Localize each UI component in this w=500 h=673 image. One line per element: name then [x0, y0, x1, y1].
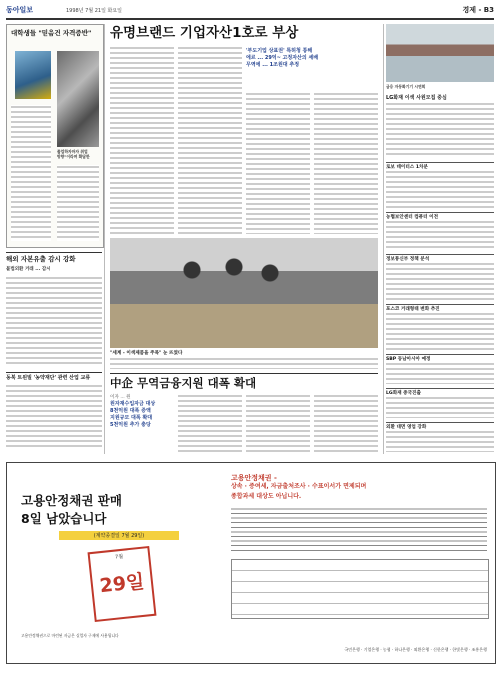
- column-rule-2: [383, 24, 384, 454]
- main-body-col2: [178, 46, 242, 234]
- ad-right-title-1: 상속 · 증여세, 자금출처조사 · 수표이서가 면제되며: [231, 483, 367, 490]
- calendar-month: 7월: [114, 553, 124, 561]
- right-article1-title: LG화재 이색 사원모집 중심: [386, 95, 447, 101]
- second-article-body: [6, 384, 102, 450]
- right-article1-body: [386, 102, 494, 158]
- main-headline: 유명브랜드 기업자산1호로 부상: [110, 25, 299, 41]
- capital-outflow-sub: 불법외환 거래 ... 감시: [6, 267, 51, 272]
- main-photo-caption: "세계 - 이색제품을 주목" 눈 뜨였다: [110, 351, 183, 356]
- section-label: 경제 - B3: [462, 6, 494, 14]
- right-box6-body: [386, 430, 494, 452]
- calendar-day: 29일: [98, 570, 146, 598]
- inner-right-column: [386, 354, 494, 454]
- right-box8-body: [386, 312, 494, 352]
- main-body-col4: [314, 92, 378, 234]
- photo-caption: 졸업하자마자 취업 방향"이라며 확답한: [57, 149, 90, 160]
- ad-info-table: [231, 559, 489, 619]
- main-subhead-3: 무역에 ... 1조원대 추정: [246, 62, 300, 68]
- second-headline: 中企 무역금융지원 대폭 확대: [110, 373, 378, 390]
- right-top-caption: 금융 자동화기기 시연회: [386, 84, 426, 89]
- right-box4-title: SBP 동남아시아 예정: [386, 354, 494, 362]
- right-box8-title: 포스코 거래형태 변화 추진: [386, 304, 494, 312]
- second-body-col1: [178, 394, 242, 452]
- capital-outflow-body: [6, 276, 102, 366]
- main-photo-people: [168, 252, 288, 312]
- calendar-card: [88, 546, 157, 622]
- main-body-col3: [246, 92, 310, 234]
- main-subhead-2: 에르 ... 29억~ 고정자산의 세배: [246, 55, 319, 61]
- license-cards-image: [15, 51, 51, 99]
- newspaper-name: 동아일보: [6, 6, 34, 14]
- feature-body-text: [11, 105, 51, 241]
- main-body-col1: [110, 46, 174, 234]
- main-photo-caption-text: [110, 357, 378, 369]
- ad-title-2: 8일 남았습니다: [21, 511, 107, 526]
- issue-date: 1998년 7월 21일 화요일: [66, 8, 123, 14]
- right-box2-body: [386, 170, 494, 208]
- ad-right-lead: 고용안정채권 -: [231, 474, 277, 482]
- masthead: [6, 4, 494, 20]
- feature-box-title: 대학생들 "믿음건 자격증반": [11, 29, 92, 37]
- ad-right-body: [231, 507, 487, 553]
- right-box7-body: [386, 262, 494, 300]
- ad-right-title-2: 종합과세 대상도 아닙니다.: [231, 493, 302, 500]
- feature-body-text-2: [57, 165, 99, 241]
- ad-bottom-left-note: 고용안정채권으로 마련된 자금은 실업자 구제에 사용됩니다: [21, 633, 119, 638]
- left-column: [6, 24, 102, 454]
- student-photo: [57, 51, 99, 147]
- right-top-photo: [386, 24, 494, 82]
- second-subhead-3: 8천억원 대폭 증액: [110, 408, 151, 414]
- second-body-col2: [246, 394, 310, 452]
- right-box5-title: LG화재 중국진출: [386, 388, 494, 396]
- right-box6-title: 외환 대면 영업 강화: [386, 422, 494, 430]
- column-rule-1: [104, 24, 105, 454]
- second-subheads: [110, 394, 172, 454]
- right-box3-body: [386, 220, 494, 250]
- second-subhead-2: 원자재수입자금 대상: [110, 401, 156, 407]
- right-box2-title: 로보 데이터스 1차분: [386, 162, 494, 170]
- right-box7-title: 정보통신부 정책 분석: [386, 254, 494, 262]
- ad-sponsors: 국민은행 · 기업은행 · 농협 · 하나은행 · 외환은행 · 신한은행 · 한빛은행 · 조흥은행: [344, 647, 487, 652]
- bond-advertisement: [6, 462, 496, 664]
- right-box4-body: [386, 362, 494, 384]
- second-body-col3: [314, 394, 378, 452]
- main-subhead-1: '부도기업 상표권' 특허청 통해: [246, 48, 313, 54]
- right-box5-body: [386, 396, 494, 418]
- right-box3-title: 농협보안센터 컴퓨터 이전: [386, 212, 494, 220]
- second-article-headline: 동북 트윈빌 '농약재단' 관련 산업 교류: [6, 372, 102, 381]
- feature-box: [6, 24, 104, 248]
- second-subhead-1: 이자 ... 원: [110, 395, 131, 400]
- ad-title-1: 고용안정채권 판매: [21, 493, 122, 508]
- second-subhead-5: 5천억원 추가 충당: [110, 422, 151, 428]
- main-story: [108, 24, 380, 454]
- second-subhead-4: 지원규모 대폭 확대: [110, 415, 153, 421]
- main-subheads: [246, 48, 378, 88]
- capital-outflow-headline: 해외 자본유출 감시 강화: [6, 252, 102, 263]
- ad-subtitle: (계약종결일 7월 29일): [59, 531, 179, 540]
